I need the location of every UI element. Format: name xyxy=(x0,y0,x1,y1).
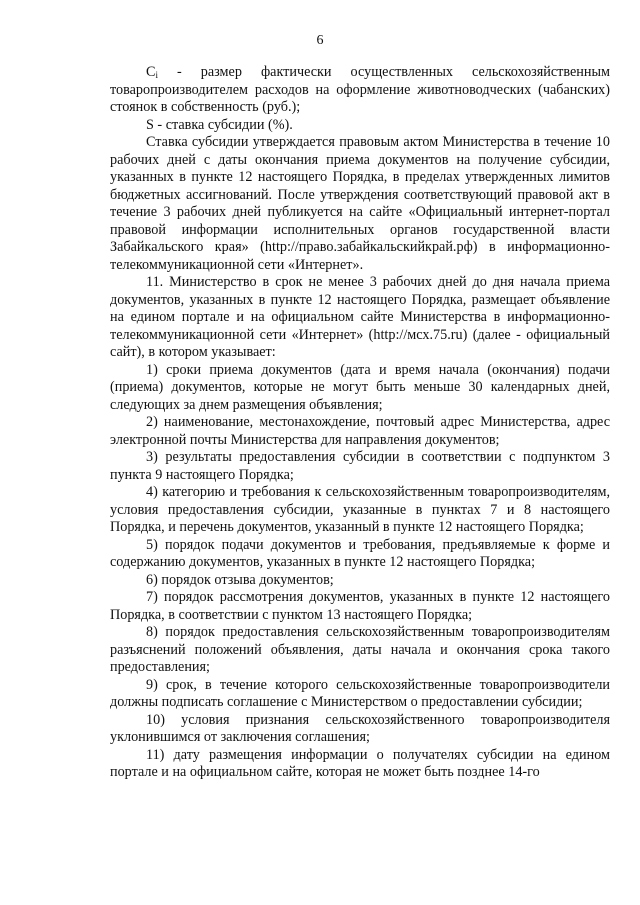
list-item-2: 2) наименование, местонахождение, почтовый адрес Министерства, адрес электронной почты Министерства для направления документов; xyxy=(110,414,610,448)
page-number: 6 xyxy=(316,33,324,48)
list-item-7: 7) порядок рассмотрения документов, указанных в пункте 12 настоящего Порядка, в соответствии с пунктом 13 настоящего Порядка; xyxy=(110,589,610,623)
list-item-1: 1) сроки приема документов (дата и время начала (окончания) подачи (приема) документов, которые не могут быть меньше 30 календарных дней, следующих за днем размещения объявления; xyxy=(110,361,610,413)
paragraph-ci-text: - размер фактически осуществленных сельскохозяйственным товаропроизводителем расходов на оформление животноводческих (чабанских) стоянок в собственность (руб.); xyxy=(110,64,610,115)
list-item-5: 5) порядок подачи документов и требования, предъявляемые к форме и содержанию документов, указанных в пункте 12 настоящего Порядка; xyxy=(110,536,610,570)
list-item-10: 10) условия признания сельскохозяйственного товаропроизводителя уклонившимся от заключения соглашения; xyxy=(110,711,610,745)
list-item-11: 11) дату размещения информации о получателях субсидии на едином портале и на официальном сайте, которая не может быть позднее 14-го xyxy=(110,746,610,780)
list-item-8: 8) порядок предоставления сельскохозяйственным товаропроизводителям разъяснений положений объявления, даты начала и окончания срока такого предоставления; xyxy=(110,624,610,675)
paragraph-11: 11. Министерство в срок не менее 3 рабочих дней до дня начала приема документов, указанных в пункте 12 настоящего Порядка, размещает объявление на едином портале и на официальном сайте Министерства в информационно-телекоммуникационной сети «Интернет» (http://мсх.75.ru) (далее - официальный сайт), в котором указывает: xyxy=(110,274,610,360)
paragraph-rate: Ставка субсидии утверждается правовым актом Министерства в течение 10 рабочих дней с даты окончания приема документов на получение субсидии, указанных в пункте 12 настоящего Порядка, в пределах утвержденных лимитов бюджетных ассигнований. После утверждения соответствующий правовой акт в течение 3 рабочих дней публикуется на сайте «Официальный интернет-портал правовой информации исполнительных органов государственной власти Забайкальского края» (http://право.забайкальскийкрай.рф) в информационно-телекоммуникационной сети «Интернет». xyxy=(110,134,610,273)
paragraph-s: S - ставка субсидии (%). xyxy=(146,116,293,133)
document-body xyxy=(110,64,610,782)
variable-c: C xyxy=(146,64,156,80)
variable-c-subscript: i xyxy=(155,70,158,80)
list-item-3: 3) результаты предоставления субсидии в соответствии с подпунктом 3 пункта 9 настоящего Порядка; xyxy=(110,449,610,483)
list-item-4: 4) категорию и требования к сельскохозяйственным товаропроизводителям, условия предоставления субсидии, указанные в пунктах 7 и 8 настоящего Порядка, и перечень документов, указанный в пункте 12 настоящего Порядка; xyxy=(110,484,610,535)
list-item-6: 6) порядок отзыва документов; xyxy=(146,571,334,588)
list-item-9: 9) срок, в течение которого сельскохозяйственные товаропроизводители должны подписать соглашение с Министерством о предоставлении субсидии; xyxy=(110,676,610,710)
paragraph-ci xyxy=(110,64,610,117)
